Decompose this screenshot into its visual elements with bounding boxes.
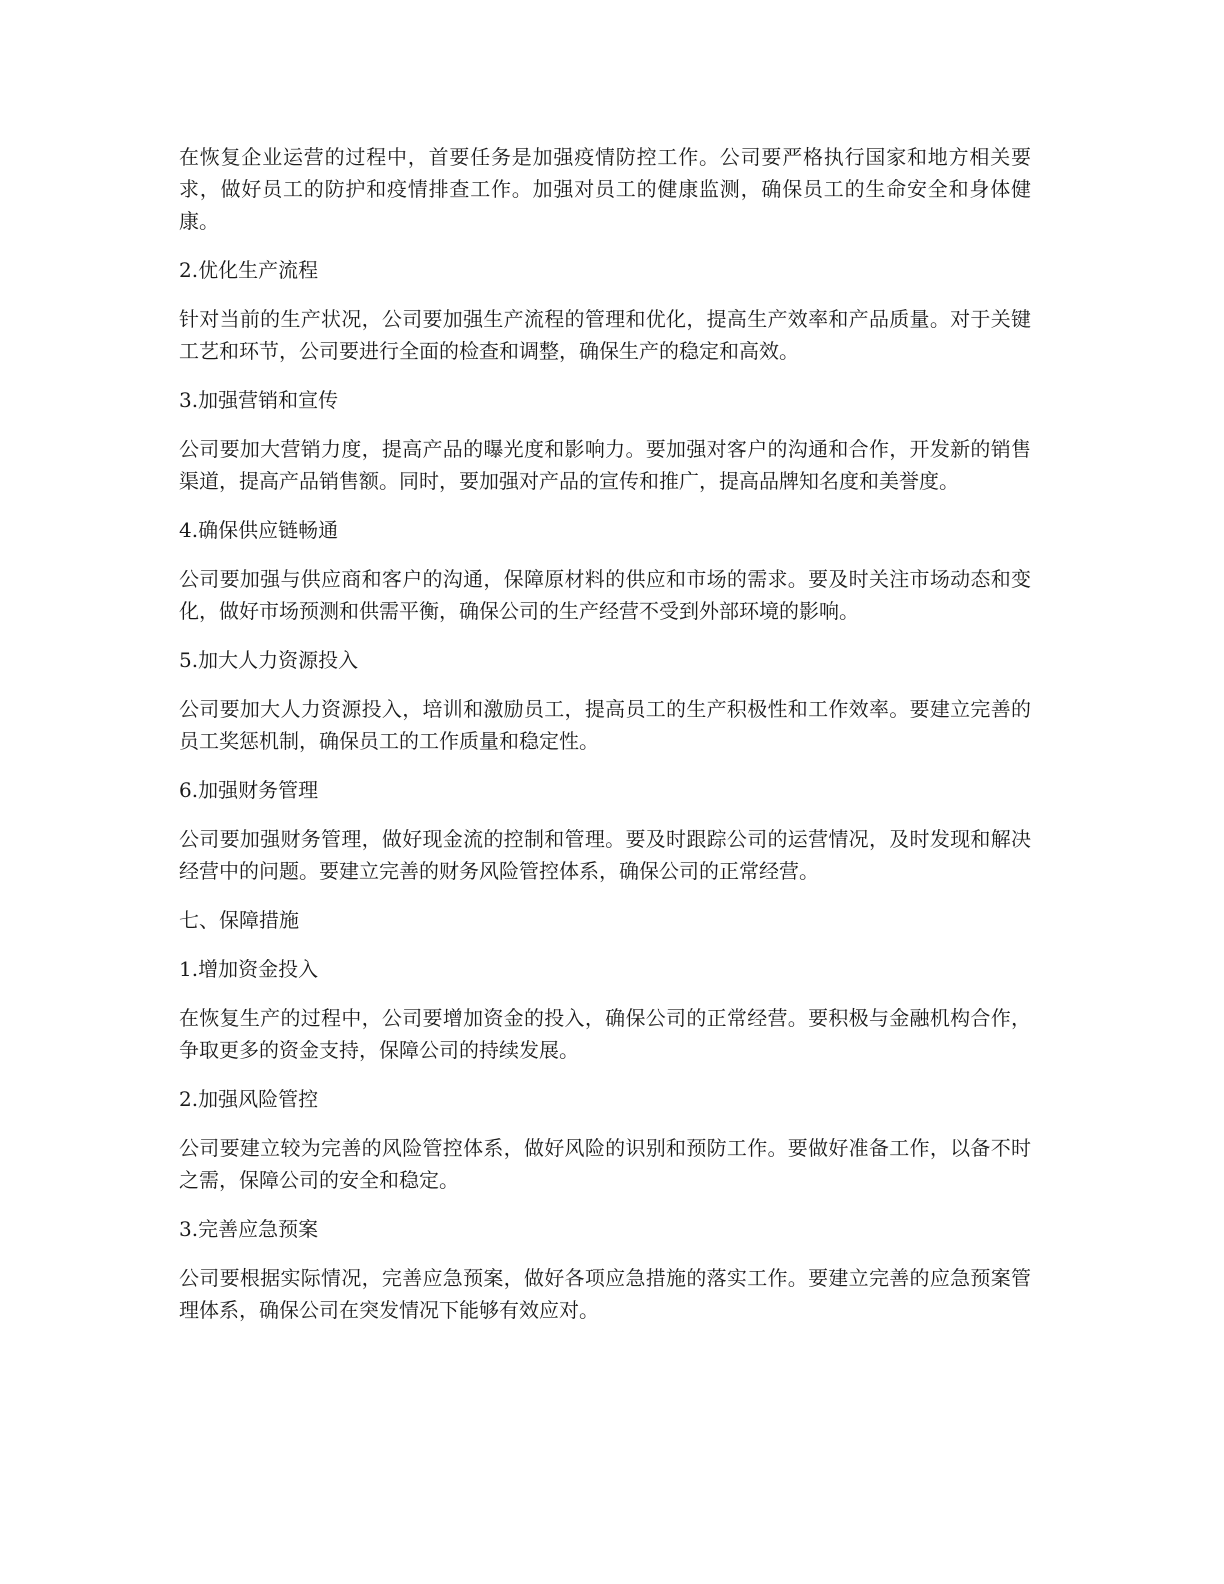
document-body (179, 141, 1031, 1343)
paragraph: 公司要加强与供应商和客户的沟通，保障原材料的供应和市场的需求。要及时关注市场动态和变化，做好市场预测和供需平衡，确保公司的生产经营不受到外部环境的影响。 (179, 567, 1031, 623)
paragraph: 公司要根据实际情况，完善应急预案，做好各项应急措施的落实工作。要建立完善的应急预案管理体系，确保公司在突发情况下能够有效应对。 (179, 1266, 1031, 1322)
section-heading: 3.加强营销和宣传 (179, 388, 339, 412)
paragraph: 公司要建立较为完善的风险管控体系，做好风险的识别和预防工作。要做好准备工作，以备不时之需，保障公司的安全和稳定。 (179, 1136, 1031, 1192)
paragraph: 针对当前的生产状况，公司要加强生产流程的管理和优化，提高生产效率和产品质量。对于关键工艺和环节，公司要进行全面的检查和调整，确保生产的稳定和高效。 (179, 307, 1031, 363)
section-heading: 2.优化生产流程 (179, 258, 319, 282)
chapter-heading: 七、保障措施 (179, 908, 299, 932)
section-heading: 2.加强风险管控 (179, 1087, 319, 1111)
paragraph: 公司要加大营销力度，提高产品的曝光度和影响力。要加强对客户的沟通和合作，开发新的销售渠道，提高产品销售额。同时，要加强对产品的宣传和推广，提高品牌知名度和美誉度。 (179, 437, 1031, 493)
section-heading: 4.确保供应链畅通 (179, 518, 339, 542)
section-heading: 5.加大人力资源投入 (179, 648, 359, 672)
section-heading: 3.完善应急预案 (179, 1217, 319, 1241)
paragraph: 在恢复企业运营的过程中，首要任务是加强疫情防控工作。公司要严格执行国家和地方相关要求，做好员工的防护和疫情排查工作。加强对员工的健康监测，确保员工的生命安全和身体健康。 (179, 145, 1031, 233)
section-heading: 1.增加资金投入 (179, 957, 319, 981)
section-heading: 6.加强财务管理 (179, 778, 319, 802)
paragraph: 公司要加大人力资源投入，培训和激励员工，提高员工的生产积极性和工作效率。要建立完善的员工奖惩机制，确保员工的工作质量和稳定性。 (179, 697, 1031, 753)
paragraph: 在恢复生产的过程中，公司要增加资金的投入，确保公司的正常经营。要积极与金融机构合作，争取更多的资金支持，保障公司的持续发展。 (179, 1006, 1031, 1062)
paragraph: 公司要加强财务管理，做好现金流的控制和管理。要及时跟踪公司的运营情况，及时发现和解决经营中的问题。要建立完善的财务风险管控体系，确保公司的正常经营。 (179, 827, 1031, 883)
